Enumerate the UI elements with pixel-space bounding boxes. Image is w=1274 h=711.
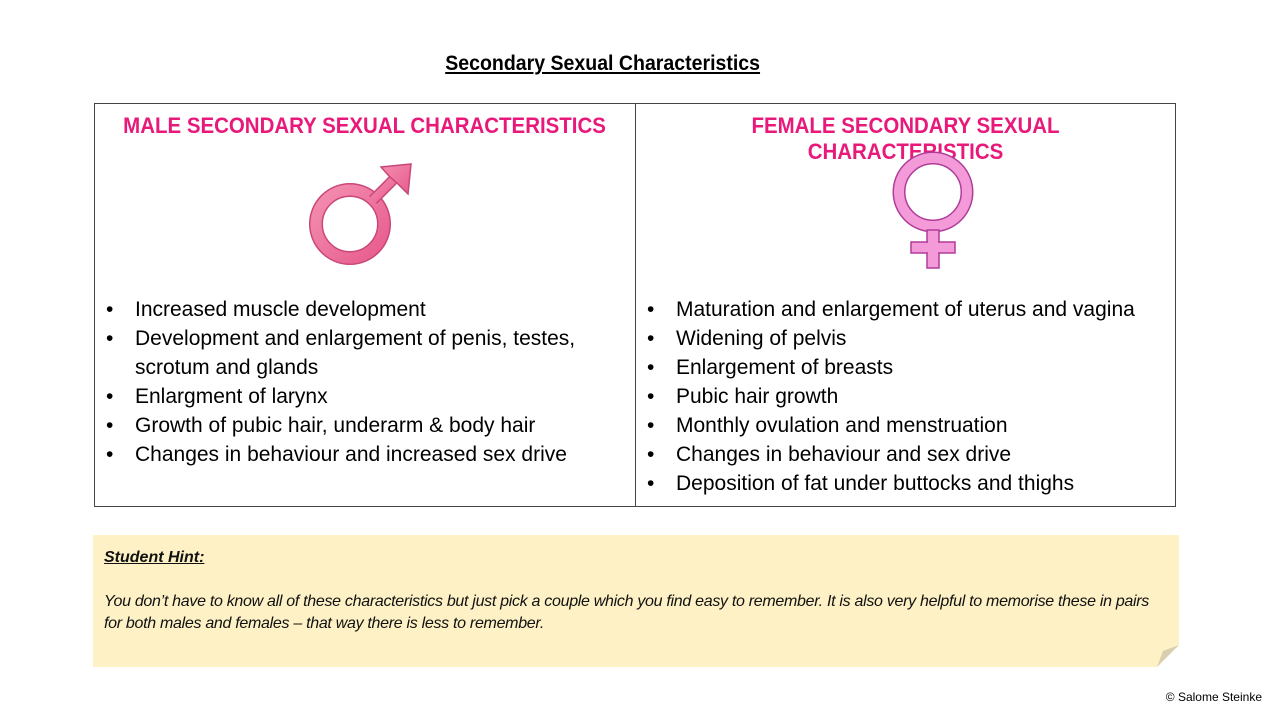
list-item: • Changes in behaviour and increased sex drive [104, 440, 629, 469]
hint-label: Student Hint: [104, 549, 205, 566]
list-item: • Increased muscle development [104, 295, 629, 324]
list-item: • Enlargement of breasts [645, 353, 1169, 382]
characteristics-table [94, 103, 1176, 507]
list-item: • Development and enlargement of penis, testes, scrotum and glands [104, 324, 629, 382]
list-item: • Monthly ovulation and menstruation [645, 411, 1169, 440]
page-title: Secondary Sexual Characteristics [445, 52, 761, 75]
female-column [636, 104, 1175, 506]
list-item: • Growth of pubic hair, underarm & body hair [104, 411, 629, 440]
female-heading: FEMALE SECONDARY SEXUAL CHARACTERISTICS [751, 113, 1060, 164]
page-curl-icon [1157, 645, 1179, 667]
list-item: • Maturation and enlargement of uterus and vagina [645, 295, 1169, 324]
list-item: • Deposition of fat under buttocks and thighs [645, 469, 1169, 498]
student-hint-note [93, 535, 1179, 667]
list-item: • Enlargment of larynx [104, 382, 629, 411]
male-column [95, 104, 636, 506]
hint-text: You don’t have to know all of these characteristics but just pick a couple which you find easy to remember. It is also very helpful to memorise these in pairs for both males and females – that way there is less to remember. [104, 593, 1149, 632]
male-characteristics-list [104, 295, 629, 469]
list-item: • Pubic hair growth [645, 382, 1169, 411]
list-item: • Changes in behaviour and sex drive [645, 440, 1169, 469]
female-characteristics-list [645, 295, 1169, 498]
male-symbol-icon [307, 162, 417, 272]
male-heading: MALE SECONDARY SEXUAL CHARACTERISTICS [123, 113, 607, 138]
female-symbol-icon [891, 150, 977, 272]
copyright-text: © Salome Steinke [1165, 690, 1262, 704]
list-item: • Widening of pelvis [645, 324, 1169, 353]
